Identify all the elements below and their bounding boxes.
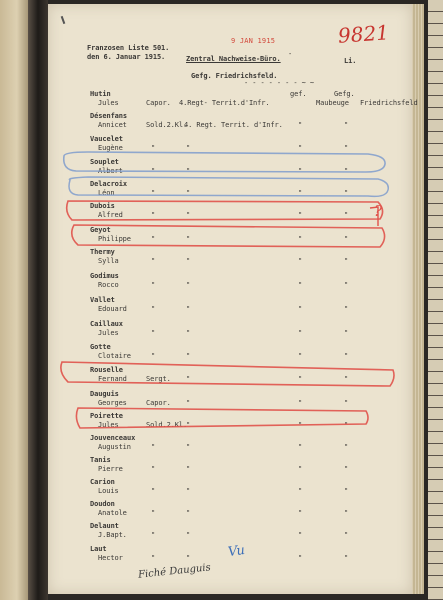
entry-surname: Poirette	[90, 412, 123, 420]
entry-firstname: Sylla	[98, 257, 119, 265]
entry-place: "	[298, 305, 303, 313]
entry-rank: "	[151, 443, 156, 451]
entry-place: "	[298, 375, 303, 383]
entry-camp: "	[344, 211, 349, 219]
received-date-stamp: 9 JAN 1915	[231, 37, 276, 45]
entry-place: "	[298, 281, 303, 289]
entry-firstname: Jules	[98, 329, 119, 337]
entry-surname: Doudon	[90, 500, 115, 508]
entry-camp: "	[344, 257, 349, 265]
entry-place: "	[298, 352, 303, 360]
entry-rank: Capor.	[146, 99, 171, 107]
entry-unit: "	[186, 554, 191, 562]
entry-camp: "	[344, 281, 349, 289]
entry-firstname: Rocco	[98, 281, 119, 289]
entry-camp: "	[344, 531, 349, 539]
entry-rank: Capor.	[146, 399, 171, 407]
archive-number: 9821	[337, 20, 390, 48]
entry-rank: "	[151, 281, 156, 289]
entry-rank: "	[151, 531, 156, 539]
entry-place: "	[298, 167, 303, 175]
entry-place: "	[298, 531, 303, 539]
entry-camp: "	[344, 329, 349, 337]
entry-unit: "	[186, 375, 191, 383]
entry-rank: "	[151, 189, 156, 197]
entry-firstname: Louis	[98, 487, 119, 495]
blue-check-mark: Vu	[227, 542, 246, 561]
entry-camp: "	[344, 189, 349, 197]
list-date: den 6. Januar 1915.	[87, 53, 166, 61]
entry-rank: "	[151, 554, 156, 562]
entry-firstname: Augustin	[98, 443, 131, 451]
entry-unit: "	[186, 189, 191, 197]
entry-surname: Hutin	[90, 90, 111, 98]
entry-place: "	[298, 121, 303, 129]
entry-firstname: Fernand	[98, 375, 127, 383]
entry-place: "	[298, 554, 303, 562]
entry-unit: 4. Regt. Territ. d'Infr.	[184, 121, 283, 129]
entry-place: "	[298, 329, 303, 337]
entry-rank: "	[151, 487, 156, 495]
page-number: Li.	[344, 57, 357, 65]
entry-surname: Delaunt	[90, 522, 119, 530]
entry-place: "	[298, 421, 303, 429]
entry-firstname: Edouard	[98, 305, 127, 313]
entry-unit: "	[186, 531, 191, 539]
entry-camp: "	[344, 487, 349, 495]
entry-firstname: Alfred	[98, 211, 123, 219]
entry-firstname: Philippe	[98, 235, 131, 243]
entry-surname: Tanis	[90, 456, 111, 464]
entry-unit: "	[186, 281, 191, 289]
entry-firstname: Albert	[98, 167, 123, 175]
entry-camp: "	[344, 144, 349, 152]
camp-header: Gefg. Friedrichsfeld.	[191, 72, 278, 80]
entry-camp: "	[344, 421, 349, 429]
entry-camp: "	[344, 465, 349, 473]
entry-unit: "	[186, 421, 191, 429]
entry-unit: "	[186, 509, 191, 517]
entry-rank: "	[151, 329, 156, 337]
entry-camp: "	[344, 554, 349, 562]
entry-firstname: Pierre	[98, 465, 123, 473]
entry-surname: Dubois	[90, 202, 115, 210]
entry-unit: "	[186, 305, 191, 313]
entry-firstname: Clotaire	[98, 352, 131, 360]
entry-rank: "	[151, 509, 156, 517]
list-title: Franzosen Liste 501.	[87, 44, 170, 52]
entry-rank: "	[151, 305, 156, 313]
entry-rank: "	[151, 257, 156, 265]
page-stack-edge	[412, 4, 424, 594]
entry-surname: Caillaux	[90, 320, 123, 328]
entry-unit: "	[186, 443, 191, 451]
entry-place: "	[298, 509, 303, 517]
top-corner-mark	[61, 16, 66, 24]
entry-place: "	[298, 144, 303, 152]
entry-camp: "	[344, 167, 349, 175]
entry-surname: Geyot	[90, 226, 111, 234]
entry-place: "	[298, 235, 303, 243]
entry-surname: Vaucelet	[90, 135, 123, 143]
entry-unit: "	[186, 465, 191, 473]
entry-camp: "	[344, 235, 349, 243]
entry-unit: "	[186, 144, 191, 152]
entry-surname: Jouvenceaux	[90, 434, 136, 442]
entry-surname: Rouselle	[90, 366, 123, 374]
entry-place: Maubeuge	[316, 99, 349, 107]
office-ditto: -	[288, 50, 293, 58]
entry-camp: "	[344, 121, 349, 129]
entry-place: "	[298, 211, 303, 219]
entry-firstname: Léon	[98, 189, 115, 197]
entry-surname: Godimus	[90, 272, 119, 280]
column-gefg: Gefg.	[334, 90, 355, 98]
entry-surname: Gotte	[90, 343, 111, 351]
entry-firstname: Anatole	[98, 509, 127, 517]
entry-unit: "	[186, 352, 191, 360]
entry-place: "	[298, 465, 303, 473]
entry-place: "	[298, 487, 303, 495]
entry-camp: "	[344, 399, 349, 407]
entry-rank: "	[151, 211, 156, 219]
entry-surname: Souplet	[90, 158, 119, 166]
entry-place: "	[298, 443, 303, 451]
facing-page	[0, 0, 28, 600]
entry-firstname: J.Bapt.	[98, 531, 127, 539]
entry-rank: "	[151, 167, 156, 175]
entry-unit: "	[186, 399, 191, 407]
entry-unit: "	[186, 329, 191, 337]
entry-place: "	[298, 257, 303, 265]
document-page	[48, 4, 418, 594]
entry-unit: "	[186, 257, 191, 265]
entry-unit: "	[186, 211, 191, 219]
entry-unit: "	[186, 235, 191, 243]
header-dashes: - - - - - - - ~ ~	[244, 79, 314, 87]
red-question-mark: ?	[374, 202, 383, 220]
entry-camp: "	[344, 352, 349, 360]
entry-unit: "	[186, 167, 191, 175]
entry-rank: Sold.2.Kl.	[146, 121, 188, 129]
entry-surname: Thermy	[90, 248, 115, 256]
entry-surname: Carion	[90, 478, 115, 486]
entry-camp: "	[344, 375, 349, 383]
entry-firstname: Jules	[98, 421, 119, 429]
entry-firstname: Georges	[98, 399, 127, 407]
column-gef: gef.	[290, 90, 307, 98]
entry-camp: Friedrichsfeld	[360, 99, 418, 107]
book-gutter	[28, 0, 48, 600]
entry-unit: "	[186, 487, 191, 495]
entry-surname: Delacroix	[90, 180, 128, 188]
entry-rank: "	[151, 235, 156, 243]
entry-rank: Sergt.	[146, 375, 171, 383]
entry-camp: "	[344, 305, 349, 313]
entry-rank: "	[151, 144, 156, 152]
entry-rank: Sold.2.Kl.	[146, 421, 188, 429]
entry-firstname: Annicet	[98, 121, 127, 129]
entry-place: "	[298, 399, 303, 407]
entry-place: "	[298, 189, 303, 197]
entry-firstname: Jules	[98, 99, 119, 107]
handwritten-signature: Fiché Dauguis	[137, 562, 212, 581]
entry-firstname: Hector	[98, 554, 123, 562]
entry-surname: Dauguis	[90, 390, 119, 398]
entry-surname: Désenfans	[90, 112, 128, 120]
entry-surname: Laut	[90, 545, 107, 553]
entry-surname: Vallet	[90, 296, 115, 304]
entry-camp: "	[344, 443, 349, 451]
entry-firstname: Eugène	[98, 144, 123, 152]
entry-camp: "	[344, 509, 349, 517]
entry-rank: "	[151, 352, 156, 360]
entry-unit: 4.Regt- Territ.d'Infr.	[179, 99, 270, 107]
office-name: Zentral Nachweise-Büro.	[186, 55, 281, 63]
entry-rank: "	[151, 465, 156, 473]
measurement-ruler	[428, 0, 443, 600]
